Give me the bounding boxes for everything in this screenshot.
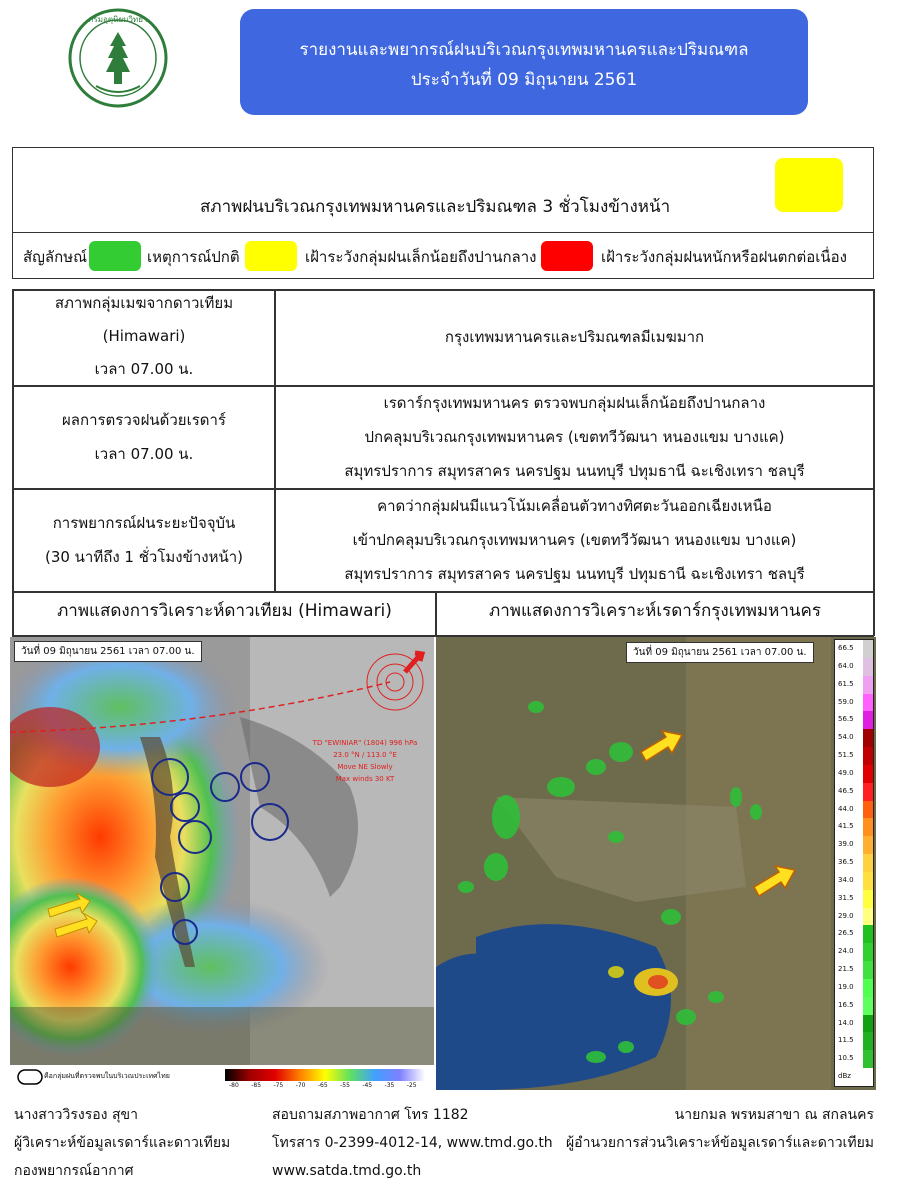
- radar-scale-swatch: [863, 1068, 873, 1086]
- table-row-divider: [12, 591, 874, 593]
- report-date: ประจำวันที่ 09 มิถุนายน 2561: [410, 70, 638, 90]
- radar-scale-swatch: [863, 1032, 873, 1050]
- radar-scale-swatch: [863, 765, 873, 783]
- radar-scale-swatch: [863, 711, 873, 729]
- radar-scale-label: 39.0: [838, 840, 854, 849]
- radar-scale-label: 21.5: [838, 965, 854, 974]
- radar-scale-label: 61.5: [838, 679, 854, 688]
- radar-scale-swatch: [863, 640, 873, 658]
- contact-phone: สอบถามสภาพอากาศ โทร 1182: [272, 1107, 469, 1123]
- radar-scale-swatch: [863, 818, 873, 836]
- radar-scale-step: [835, 1050, 873, 1068]
- satellite-image-heading: ภาพแสดงการวิเคราะห์ดาวเทียม (Himawari): [57, 601, 392, 621]
- radar-scale-step: [835, 872, 873, 890]
- radar-scale-swatch: [863, 925, 873, 943]
- contact-fax-website[interactable]: โทรสาร 0-2399-4012-14, www.tmd.go.th: [272, 1135, 553, 1151]
- radar-scale-step: [835, 729, 873, 747]
- radar-scale-step: [835, 801, 873, 819]
- legend-yellow-swatch: [245, 241, 297, 271]
- satellite-scale-labels: [225, 1082, 425, 1090]
- radar-scale-swatch: [863, 836, 873, 854]
- radar-scale-swatch: [863, 1015, 873, 1033]
- radar-scale-step: [835, 818, 873, 836]
- radar-scale-label: 46.5: [838, 786, 854, 795]
- radar-scale-step: [835, 836, 873, 854]
- radar-scale-label: 54.0: [838, 733, 854, 742]
- satellite-image: [10, 637, 434, 1090]
- storm-info-box: TD "EWINIAR" (1804) 996 hPa 23.0 °N / 113.0 °E Move NE Slowly Max winds 30 KT: [312, 739, 418, 783]
- legend-label: สัญลักษณ์: [23, 248, 88, 266]
- legend-yellow-label: เฝ้าระวังกลุ่มฝนเล็กน้อยถึงปานกลาง: [305, 248, 537, 266]
- radar-scale-label: 10.5: [838, 1054, 854, 1063]
- radar-scale-label: 51.5: [838, 751, 854, 760]
- satellite-scale-label: -80: [229, 1082, 239, 1089]
- row-value-satellite: กรุงเทพมหานครและปริมณฑลมีเมฆมาก: [444, 328, 705, 346]
- radar-scale-label: 34.0: [838, 875, 854, 884]
- radar-scale-label: dBz: [838, 1072, 851, 1081]
- radar-scale-step: [835, 711, 873, 729]
- tmd-logo: [66, 6, 170, 110]
- radar-scale-label: 16.5: [838, 1000, 854, 1009]
- radar-scale-swatch: [863, 729, 873, 747]
- radar-scale-label: 19.0: [838, 982, 854, 991]
- radar-scale-step: [835, 658, 873, 676]
- radar-scale-swatch: [863, 979, 873, 997]
- status-text: สภาพฝนบริเวณกรุงเทพมหานครและปริมณฑล 3 ชั่วโมงข้างหน้า: [200, 197, 671, 217]
- satellite-scale-label: -85: [251, 1082, 262, 1089]
- radar-scale-swatch: [863, 658, 873, 676]
- radar-scale-swatch: [863, 872, 873, 890]
- director-name: นายกมล พรหมสาขา ณ สกลนคร: [674, 1107, 874, 1123]
- radar-scale-label: 36.5: [838, 858, 854, 867]
- row-label-radar: ผลการตรวจฝนด้วยเรดาร์ เวลา 07.00 น.: [62, 411, 226, 463]
- satellite-scale-label: -75: [273, 1082, 284, 1089]
- radar-scale-label: 49.0: [838, 768, 854, 777]
- legend-red-label: เฝ้าระวังกลุ่มฝนหนักหรือฝนตกต่อเนื่อง: [601, 248, 847, 266]
- radar-image-heading: ภาพแสดงการวิเคราะห์เรดาร์กรุงเทพมหานคร: [488, 601, 822, 621]
- legend-green-label: เหตุการณ์ปกติ: [147, 248, 240, 266]
- logo-text: กรมอุตุนิยมวิทยา: [88, 15, 148, 24]
- satellite-color-scale: [225, 1069, 425, 1081]
- satellite-scale-label: -25: [406, 1082, 417, 1089]
- row-value-radar: เรดาร์กรุงเทพมหานคร ตรวจพบกลุ่มฝนเล็กน้อยถึงปานกลาง ปกคลุมบริเวณกรุงเทพมหานคร (เขตทวีวัฒนา หนองแขม บางแค) สมุทรปราการ สมุทรสาคร นครปฐม นนทบุรี ปทุมธานี ฉะเชิงเทรา ชลบุรี: [344, 394, 805, 480]
- radar-scale-step: [835, 1015, 873, 1033]
- footer-left: [14, 1101, 230, 1185]
- radar-scale-step: [835, 676, 873, 694]
- footer-right: [566, 1101, 874, 1157]
- satellite-scale-label: -70: [295, 1082, 306, 1089]
- radar-scale-swatch: [863, 854, 873, 872]
- radar-scale-step: [835, 694, 873, 712]
- radar-scale-swatch: [863, 783, 873, 801]
- radar-scale-swatch: [863, 676, 873, 694]
- radar-scale-label: 66.5: [838, 644, 854, 652]
- radar-scale-label: 56.5: [838, 715, 854, 724]
- radar-scale-step: [835, 908, 873, 926]
- director-position: ผู้อำนวยการส่วนวิเคราะห์ข้อมูลเรดาร์และดาวเทียม: [565, 1135, 874, 1151]
- radar-scale-swatch: [863, 747, 873, 765]
- radar-scale-swatch: [863, 801, 873, 819]
- analyst-division: กองพยากรณ์อากาศ: [14, 1163, 134, 1179]
- radar-scale-label: 14.0: [838, 1018, 854, 1027]
- radar-scale-swatch: [863, 943, 873, 961]
- radar-scale-swatch: [863, 961, 873, 979]
- satellite-legend-label: คือกลุ่มฝนที่ตรวจพบในบริเวณประเทศไทย: [44, 1072, 170, 1080]
- radar-scale-step: [835, 747, 873, 765]
- radar-scale-label: 24.0: [838, 947, 854, 956]
- radar-scale-step: [835, 765, 873, 783]
- radar-timestamp: วันที่ 09 มิถุนายน 2561 เวลา 07.00 น.: [626, 642, 814, 663]
- radar-scale-step: [835, 783, 873, 801]
- radar-scale-swatch: [863, 694, 873, 712]
- radar-color-scale: [834, 639, 874, 1087]
- radar-image: [436, 637, 876, 1090]
- satellite-scale-label: -45: [362, 1082, 373, 1089]
- satellite-scale-label: -65: [317, 1082, 328, 1089]
- report-title-banner: [240, 9, 808, 115]
- radar-scale-step: [835, 854, 873, 872]
- radar-scale-label: 44.0: [838, 804, 854, 813]
- radar-scale-label: 59.0: [838, 697, 854, 706]
- report-title: รายงานและพยากรณ์ฝนบริเวณกรุงเทพมหานครและปริมณฑล: [299, 40, 749, 60]
- radar-scale-label: 41.5: [838, 822, 854, 831]
- radar-scale-step: [835, 943, 873, 961]
- radar-scale-step: [835, 1068, 873, 1086]
- satellite-timestamp: วันที่ 09 มิถุนายน 2561 เวลา 07.00 น.: [14, 641, 202, 662]
- radar-scale-swatch: [863, 997, 873, 1015]
- radar-scale-step: [835, 925, 873, 943]
- row-value-nowcast: คาดว่ากลุ่มฝนมีแนวโน้มเคลื่อนตัวทางทิศตะวันออกเฉียงเหนือ เข้าปกคลุมบริเวณกรุงเทพมหานคร (เขตทวีวัฒนา หนองแขม บางแค) สมุทรปราการ สมุทรสาคร นครปฐม นนทบุรี ปทุมธานี ฉะเชิงเทรา ชลบุรี: [344, 497, 805, 583]
- radar-scale-swatch: [863, 890, 873, 908]
- legend-green-swatch: [89, 241, 141, 271]
- radar-scale-step: [835, 961, 873, 979]
- radar-scale-step: [835, 997, 873, 1015]
- radar-scale-swatch: [863, 1050, 873, 1068]
- table-border-right: [873, 289, 875, 636]
- legend-red-swatch: [541, 241, 593, 271]
- satellite-scale-label: -35: [384, 1082, 395, 1089]
- radar-scale-step: [835, 640, 873, 658]
- radar-scale-label: 64.0: [838, 661, 854, 670]
- radar-scale-label: 26.5: [838, 929, 854, 938]
- contact-website[interactable]: www.satda.tmd.go.th: [272, 1163, 422, 1179]
- radar-scale-step: [835, 979, 873, 997]
- radar-scale-label: 31.5: [838, 893, 854, 902]
- row-label-satellite: สภาพกลุ่มเมฆจากดาวเทียม (Himawari) เวลา 07.00 น.: [54, 294, 234, 378]
- status-color-swatch: [775, 158, 843, 212]
- analyst-position: ผู้วิเคราะห์ข้อมูลเรดาร์และดาวเทียม: [14, 1135, 231, 1151]
- symbol-legend: [12, 233, 874, 279]
- radar-scale-step: [835, 890, 873, 908]
- analyst-name: นางสาววิรงรอง สุขา: [14, 1107, 138, 1123]
- radar-scale-step: [835, 1032, 873, 1050]
- footer-middle: [272, 1101, 553, 1185]
- status-box: [12, 147, 874, 233]
- radar-scale-swatch: [863, 908, 873, 926]
- radar-scale-label: 11.5: [838, 1036, 854, 1045]
- radar-scale-label: 29.0: [838, 911, 854, 920]
- satellite-scale-label: -55: [340, 1082, 350, 1089]
- row-label-nowcast: การพยากรณ์ฝนระยะปัจจุบัน (30 นาทีถึง 1 ชั่วโมงข้างหน้า): [44, 514, 244, 566]
